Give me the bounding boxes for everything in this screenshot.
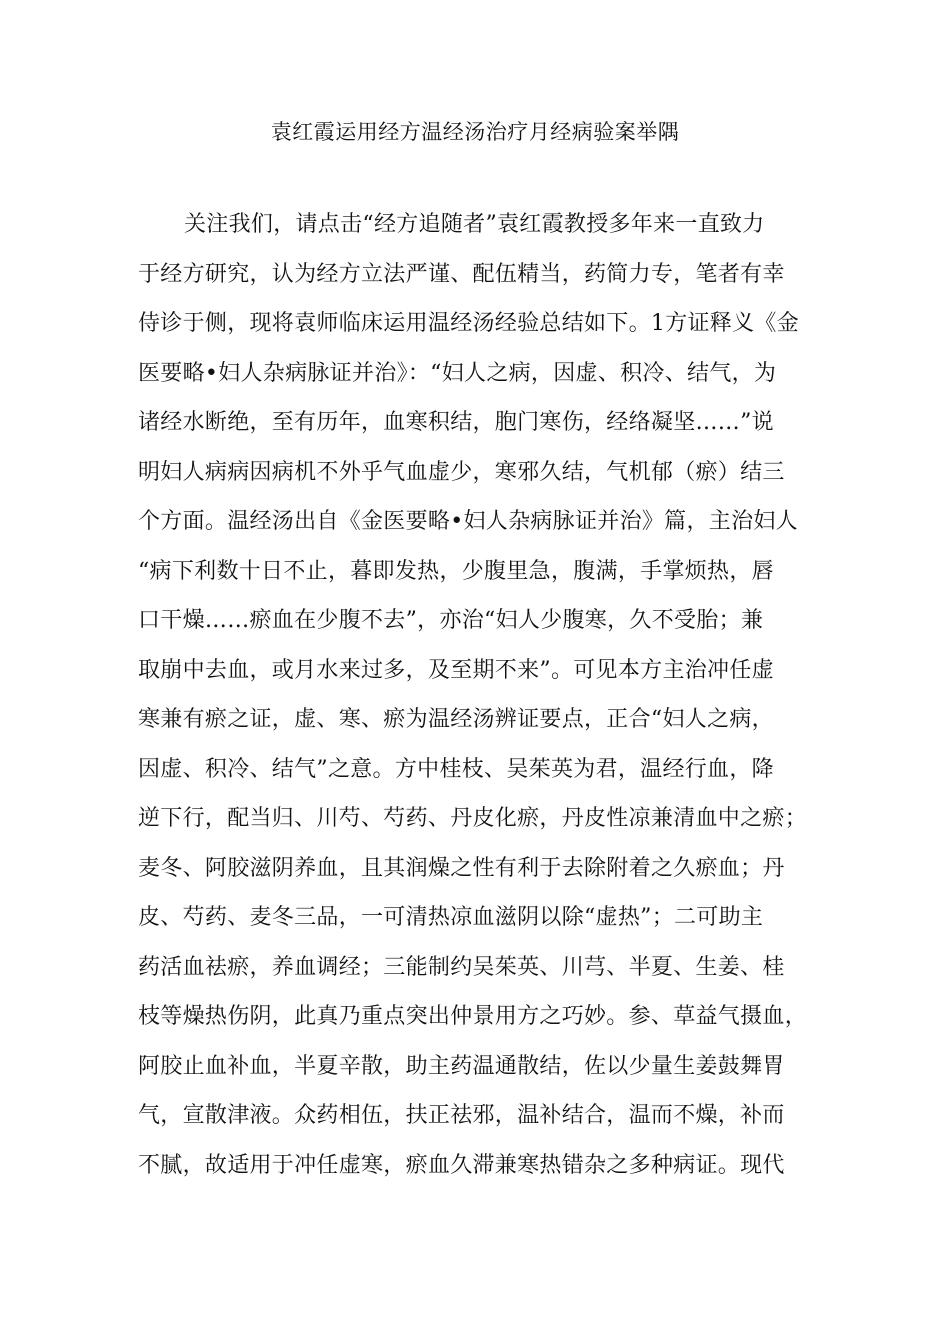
text-line: 因虚、积冷、结气”之意。方中桂枝、吴茱英为君，温经行血，降 xyxy=(138,756,774,782)
document-body xyxy=(138,207,818,1197)
text-line: 不腻，故适用于冲任虚寒，瘀血久滞兼寒热错杂之多种病证。现代 xyxy=(138,1152,785,1178)
text-line: 寒兼有瘀之证，虚、寒、瘀为温经汤辨证要点，正合“妇人之病， xyxy=(138,707,774,732)
text-line: 医要略•妇人杂病脉证并治》：“妇人之病，因虚、积冷、结气，为 xyxy=(138,360,777,386)
text-line: “病下利数十日不止，暮即发热，少腹里急，腹满，手掌烦热，唇 xyxy=(138,558,774,584)
text-line: 取崩中去血，或月水来过多，及至期不来”。可见本方主治冲任虚 xyxy=(138,657,774,683)
text-line: 气，宣散津液。众药相伍，扶正祛邪，温补结合，温而不燥，补而 xyxy=(138,1103,785,1128)
text-line: 药活血祛瘀，养血调经；三能制约吴茱英、川芎、半夏、生姜、桂 xyxy=(138,954,785,980)
text-line: 阿胶止血补血，半夏辛散，助主药温通散结，佐以少量生姜鼓舞胃 xyxy=(138,1053,785,1079)
text-line: 枝等燥热伤阴，此真乃重点突出仲景用方之巧妙。参、草益气摄血， xyxy=(138,1004,808,1029)
text-line: 侍诊于侧，现将袁师临床运用温经汤经验总结如下。1方证释义《金 xyxy=(138,311,799,336)
text-line: 皮、芍药、麦冬三品，一可清热凉血滋阴以除“虚热”；二可助主 xyxy=(138,905,764,930)
text-line: 关注我们，请点击“经方追随者”袁红霞教授多年来一直致力 xyxy=(184,212,765,237)
text-line: 口干燥……瘀血在少腹不去”，亦治“妇人少腹寒，久不受胎；兼 xyxy=(138,608,764,633)
text-line: 麦冬、阿胶滋阴养血，且其润燥之性有利于去除附着之久瘀血；丹 xyxy=(138,855,785,881)
text-line: 于经方研究，认为经方立法严谨、配伍精当，药简力专，笔者有幸 xyxy=(138,261,785,287)
text-line: 个方面。温经汤出自《金医要略•妇人杂病脉证并治》篇，主治妇人 xyxy=(138,509,798,534)
text-line: 明妇人病病因病机不外乎气血虚少，寒邪久结，气机郁（瘀）结三 xyxy=(138,459,785,485)
text-line: 诸经水断绝，至有历年，血寒积结，胞门寒伤，经络凝坚……”说 xyxy=(138,410,774,435)
document-title: 袁红霞运用经方温经汤治疗月经病验案举隅 xyxy=(270,120,680,144)
text-line: 逆下行，配当归、川芍、芍药、丹皮化瘀，丹皮性凉兼清血中之瘀； xyxy=(138,806,808,831)
